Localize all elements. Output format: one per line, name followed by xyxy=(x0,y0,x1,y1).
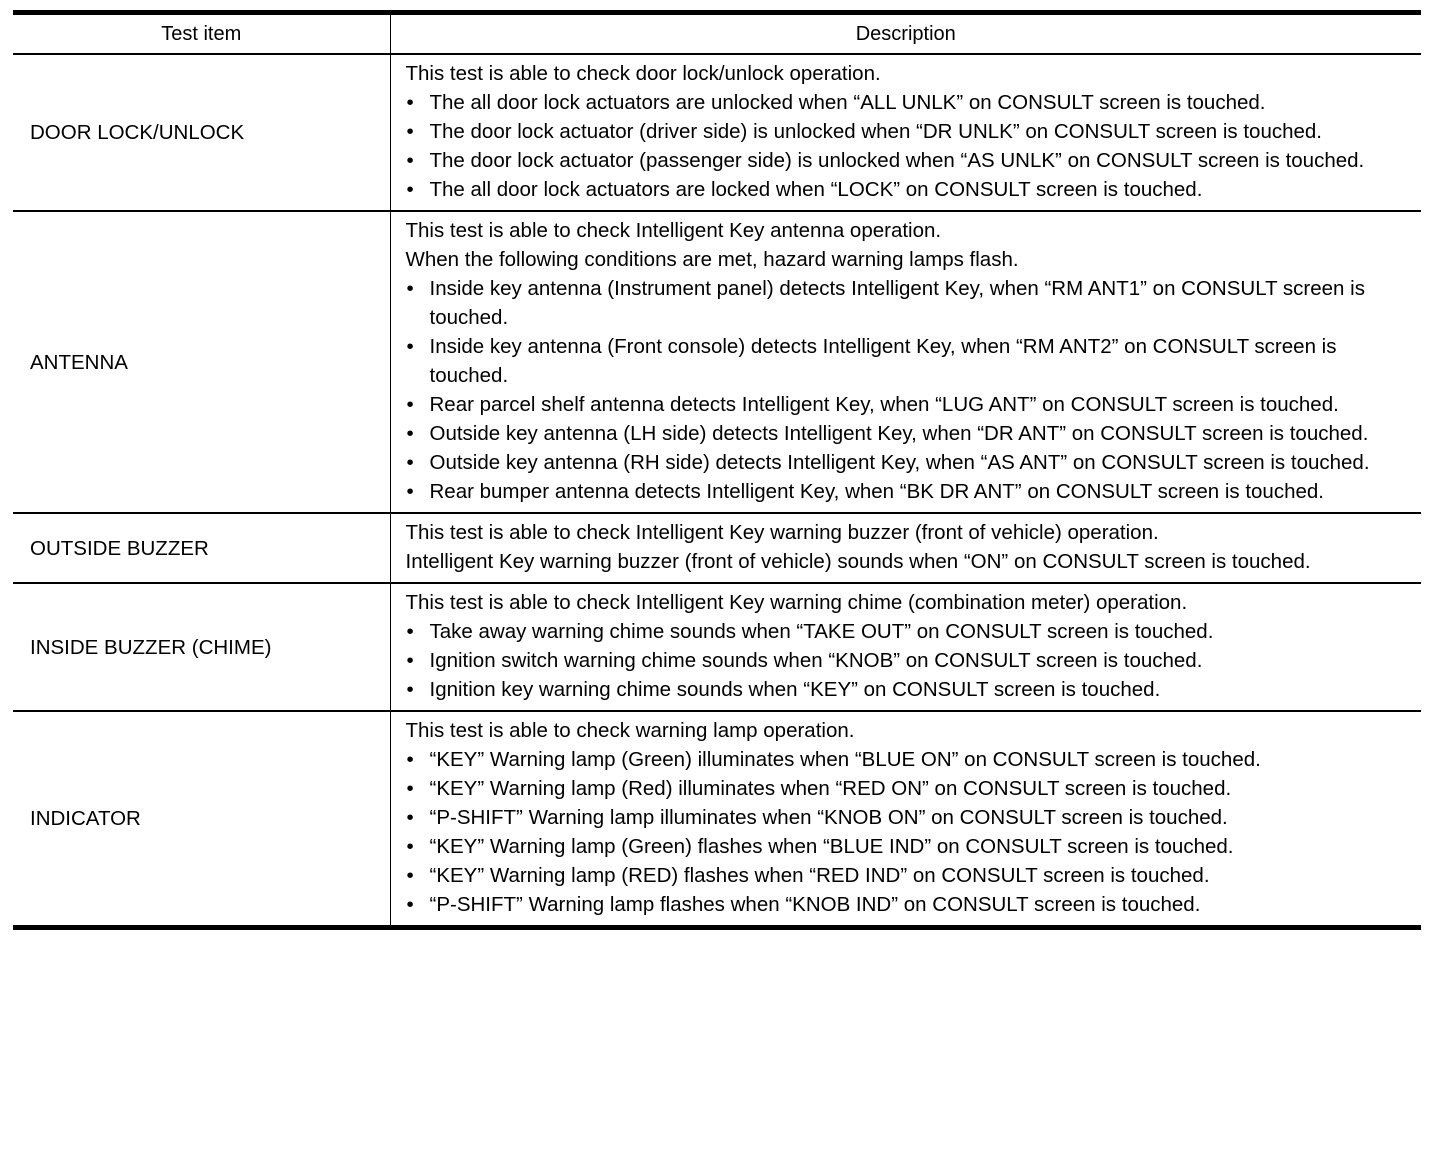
bullet-text: The all door lock actuators are locked when “LOCK” on CONSULT screen is touched. xyxy=(429,178,1203,201)
bullet-icon: • xyxy=(406,178,414,201)
bullet-icon: • xyxy=(406,620,414,643)
bullet-item xyxy=(406,890,1410,919)
bullet-item xyxy=(406,646,1410,675)
bullet-item xyxy=(406,117,1410,146)
test-item-cell: ANTENNA xyxy=(30,350,128,374)
bullet-item xyxy=(406,745,1410,774)
bullet-icon: • xyxy=(406,277,414,300)
active-test-table xyxy=(13,10,1421,930)
test-item-cell: DOOR LOCK/UNLOCK xyxy=(30,121,245,144)
description-cell xyxy=(390,54,1421,211)
table-row xyxy=(13,583,1421,711)
bullet-item xyxy=(406,88,1410,117)
bullet-text: “P-SHIFT” Warning lamp flashes when “KNOB IND” on CONSULT screen is touched. xyxy=(429,893,1201,916)
bullet-icon: • xyxy=(406,120,414,143)
bullet-icon: • xyxy=(406,649,414,672)
bullet-icon: • xyxy=(406,451,414,474)
bullet-text: Inside key antenna (Instrument panel) detects Intelligent Key, when “RM ANT1” on CONSULT screen is touched. xyxy=(429,277,1365,329)
bullet-item xyxy=(406,617,1410,646)
bullet-text: “KEY” Warning lamp (Green) flashes when “BLUE IND” on CONSULT screen is touched. xyxy=(429,835,1234,858)
description-text: This test is able to check Intelligent Key warning buzzer (front of vehicle) operation. xyxy=(405,521,1159,544)
table-body xyxy=(13,54,1421,928)
header-test-item: Test item xyxy=(161,22,242,45)
table-row xyxy=(13,711,1421,928)
bullet-text: “KEY” Warning lamp (Red) illuminates when “RED ON” on CONSULT screen is touched. xyxy=(429,777,1232,800)
table-row xyxy=(13,54,1421,211)
description-text: This test is able to check door lock/unlock operation. xyxy=(405,62,881,85)
bullet-icon: • xyxy=(406,777,414,800)
test-item-cell: OUTSIDE BUZZER xyxy=(30,536,209,560)
bullet-item xyxy=(406,419,1410,448)
bullet-text: Rear bumper antenna detects Intelligent Key, when “BK DR ANT” on CONSULT screen is touched. xyxy=(429,480,1324,503)
description-cell xyxy=(390,513,1421,583)
test-item-cell: INDICATOR xyxy=(30,807,141,830)
bullet-icon: • xyxy=(406,864,414,887)
bullet-text: The door lock actuator (passenger side) is unlocked when “AS UNLK” on CONSULT screen is touched. xyxy=(429,149,1365,172)
bullet-text: “KEY” Warning lamp (Green) illuminates when “BLUE ON” on CONSULT screen is touched. xyxy=(429,748,1261,771)
bullet-text: Rear parcel shelf antenna detects Intelligent Key, when “LUG ANT” on CONSULT screen is touched. xyxy=(429,393,1339,416)
table-row xyxy=(13,513,1421,583)
description-text: Intelligent Key warning buzzer (front of vehicle) sounds when “ON” on CONSULT screen is touched. xyxy=(405,550,1311,573)
bullet-list xyxy=(406,617,1410,704)
bullet-item xyxy=(406,332,1410,390)
bullet-item xyxy=(406,832,1410,861)
bullet-text: The door lock actuator (driver side) is unlocked when “DR UNLK” on CONSULT screen is touched. xyxy=(429,120,1323,143)
bullet-text: Outside key antenna (RH side) detects Intelligent Key, when “AS ANT” on CONSULT screen is touched. xyxy=(429,451,1370,474)
description-text: This test is able to check Intelligent Key warning chime (combination meter) operation. xyxy=(405,591,1188,614)
bullet-icon: • xyxy=(406,835,414,858)
bullet-text: “P-SHIFT” Warning lamp illuminates when “KNOB ON” on CONSULT screen is touched. xyxy=(429,806,1228,829)
bullet-text: Ignition switch warning chime sounds when “KNOB” on CONSULT screen is touched. xyxy=(429,649,1203,672)
description-cell xyxy=(390,711,1421,928)
description-cell xyxy=(390,583,1421,711)
bullet-icon: • xyxy=(406,335,414,358)
header-description: Description xyxy=(390,13,1421,55)
bullet-icon: • xyxy=(406,149,414,172)
bullet-text: “KEY” Warning lamp (RED) flashes when “RED IND” on CONSULT screen is touched. xyxy=(429,864,1210,887)
bullet-item xyxy=(406,861,1410,890)
bullet-icon: • xyxy=(406,748,414,771)
bullet-icon: • xyxy=(406,678,414,701)
table-header xyxy=(13,13,1421,55)
description-cell xyxy=(390,211,1421,513)
bullet-icon: • xyxy=(406,806,414,829)
bullet-icon: • xyxy=(406,91,414,114)
bullet-text: Inside key antenna (Front console) detects Intelligent Key, when “RM ANT2” on CONSULT screen is touched. xyxy=(429,335,1337,387)
description-text: When the following conditions are met, hazard warning lamps flash. xyxy=(405,248,1019,271)
bullet-item xyxy=(406,675,1410,704)
bullet-item xyxy=(406,803,1410,832)
bullet-list xyxy=(406,745,1410,919)
bullet-item xyxy=(406,390,1410,419)
bullet-icon: • xyxy=(406,480,414,503)
bullet-item xyxy=(406,448,1410,477)
table-row xyxy=(13,211,1421,513)
bullet-icon: • xyxy=(406,893,414,916)
bullet-item xyxy=(406,146,1410,175)
bullet-text: Outside key antenna (LH side) detects Intelligent Key, when “DR ANT” on CONSULT screen is touched. xyxy=(429,422,1369,445)
bullet-item xyxy=(406,774,1410,803)
bullet-text: The all door lock actuators are unlocked when “ALL UNLK” on CONSULT screen is touched. xyxy=(429,91,1266,114)
bullet-text: Ignition key warning chime sounds when “KEY” on CONSULT screen is touched. xyxy=(429,678,1161,701)
bullet-item xyxy=(406,274,1410,332)
description-text: This test is able to check Intelligent Key antenna operation. xyxy=(405,219,942,242)
bullet-icon: • xyxy=(406,422,414,445)
bullet-item xyxy=(406,175,1410,204)
test-item-cell: INSIDE BUZZER (CHIME) xyxy=(30,635,272,659)
bullet-list xyxy=(406,88,1410,204)
description-text: This test is able to check warning lamp operation. xyxy=(405,719,855,742)
bullet-icon: • xyxy=(406,393,414,416)
bullet-item xyxy=(406,477,1410,506)
bullet-list xyxy=(406,274,1410,506)
header-row xyxy=(13,13,1421,55)
bullet-text: Take away warning chime sounds when “TAKE OUT” on CONSULT screen is touched. xyxy=(429,620,1214,643)
